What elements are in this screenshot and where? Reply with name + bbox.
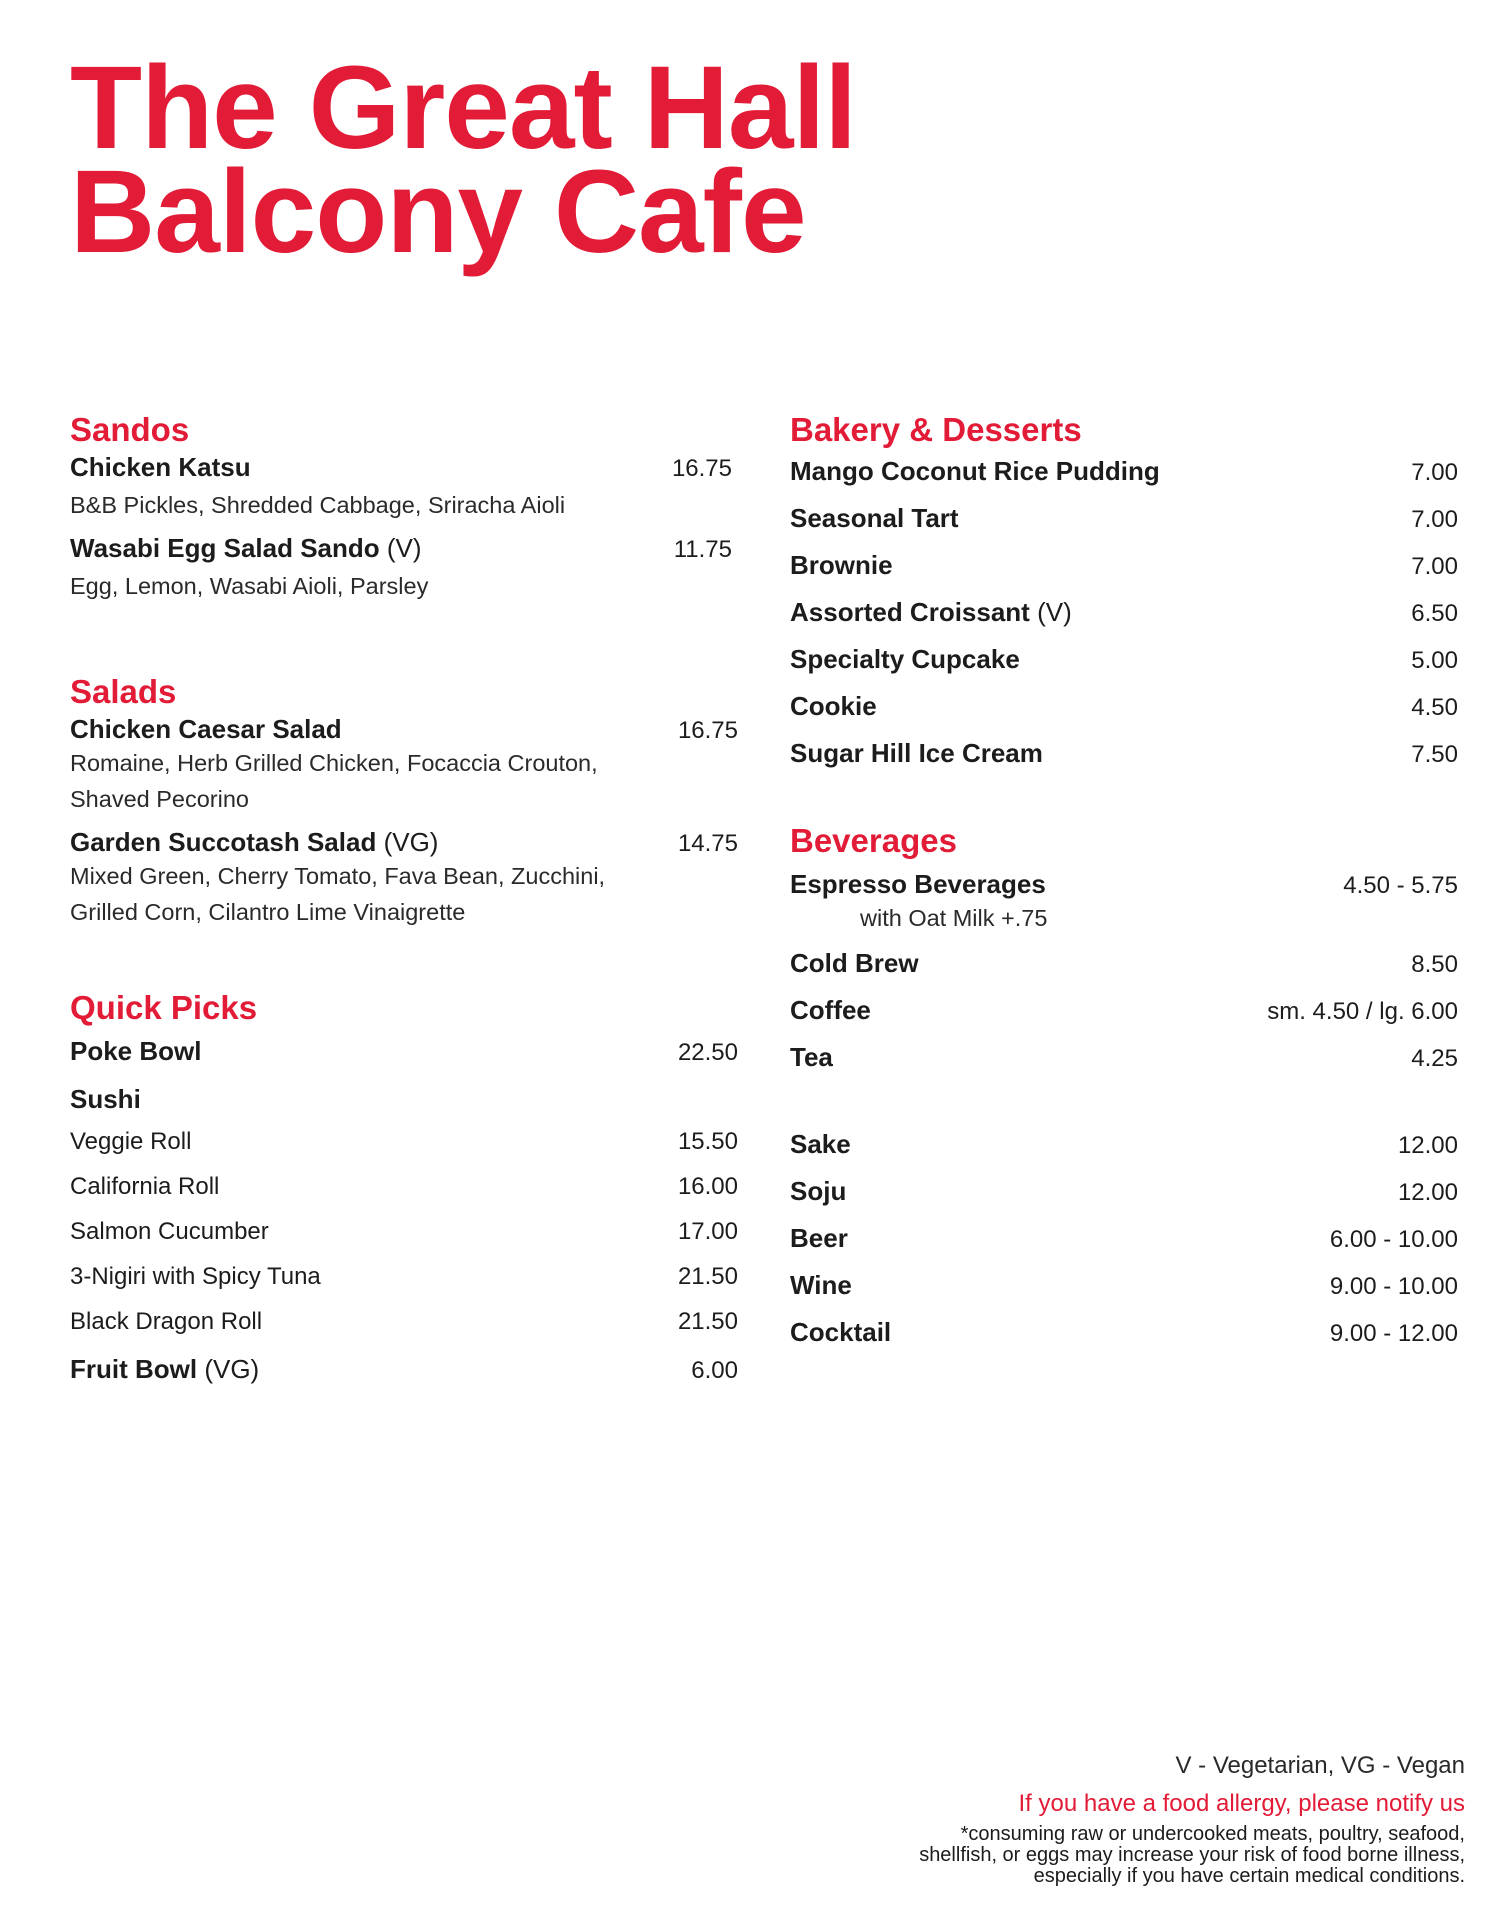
sushi-label-row bbox=[70, 1084, 738, 1128]
menu-item bbox=[70, 1173, 738, 1218]
item-name: Poke Bowl bbox=[70, 1036, 202, 1066]
food-safety-disclaimer-line: especially if you have certain medical conditions. bbox=[1033, 1865, 1465, 1887]
right-column bbox=[790, 410, 1458, 1414]
allergy-notice: If you have a food allergy, please notify us bbox=[1018, 1790, 1465, 1817]
item-price: 4.25 bbox=[1411, 1045, 1458, 1072]
item-description: Egg, Lemon, Wasabi Aioli, Parsley bbox=[70, 573, 429, 599]
menu-item bbox=[790, 1176, 1458, 1223]
diet-legend: V - Vegetarian, VG - Vegan bbox=[1175, 1752, 1465, 1779]
menu-item bbox=[790, 1270, 1458, 1317]
menu-item bbox=[70, 1308, 738, 1354]
menu-item bbox=[790, 597, 1458, 644]
item-price: 15.50 bbox=[677, 1128, 738, 1155]
item-price: 17.00 bbox=[677, 1218, 738, 1245]
item-name: Garden Succotash Salad bbox=[70, 827, 377, 857]
menu-item bbox=[70, 533, 738, 564]
food-safety-disclaimer-line: shellfish, or eggs may increase your risk of food borne illness, bbox=[919, 1844, 1465, 1866]
spacer bbox=[790, 1089, 1458, 1129]
item-name: Brownie bbox=[790, 550, 893, 580]
item-price: 11.75 bbox=[673, 536, 732, 563]
quick-picks-heading: Quick Picks bbox=[70, 989, 258, 1026]
item-name: Mango Coconut Rice Pudding bbox=[790, 456, 1160, 486]
menu-item bbox=[70, 1036, 738, 1084]
item-price: 7.00 bbox=[1411, 506, 1458, 533]
menu-item bbox=[70, 714, 738, 745]
menu-item bbox=[70, 1263, 738, 1308]
food-safety-disclaimer-line: *consuming raw or undercooked meats, poultry, seafood, bbox=[960, 1823, 1465, 1845]
item-price: 6.00 bbox=[691, 1357, 738, 1384]
item-name: Tea bbox=[790, 1042, 833, 1072]
menu-item bbox=[790, 1317, 1458, 1364]
page-title bbox=[70, 42, 857, 278]
item-price: 16.75 bbox=[677, 717, 738, 744]
menu-item bbox=[790, 995, 1458, 1042]
item-name: 3-Nigiri with Spicy Tuna bbox=[70, 1263, 321, 1290]
item-price: 12.00 bbox=[1397, 1132, 1458, 1159]
item-name: Cocktail bbox=[790, 1317, 892, 1347]
item-price: 6.50 bbox=[1411, 600, 1458, 627]
item-price: 7.50 bbox=[1411, 741, 1458, 768]
item-name-wrap bbox=[70, 533, 422, 564]
menu-item bbox=[790, 691, 1458, 738]
menu-item bbox=[790, 1042, 1458, 1089]
sandos-section bbox=[70, 410, 738, 604]
item-price: 7.00 bbox=[1411, 459, 1458, 486]
menu-item bbox=[790, 1223, 1458, 1270]
menu-item bbox=[70, 1218, 738, 1263]
item-name: Specialty Cupcake bbox=[790, 644, 1020, 674]
quick-picks-section bbox=[70, 988, 738, 1385]
item-description: B&B Pickles, Shredded Cabbage, Sriracha Aioli bbox=[70, 492, 566, 518]
item-name: Seasonal Tart bbox=[790, 503, 959, 533]
salads-heading: Salads bbox=[70, 673, 177, 710]
item-description: Mixed Green, Cherry Tomato, Fava Bean, Zucchini, bbox=[70, 863, 606, 889]
item-description: Grilled Corn, Cilantro Lime Vinaigrette bbox=[70, 899, 466, 925]
menu-item bbox=[790, 644, 1458, 691]
item-price: 9.00 - 12.00 bbox=[1329, 1320, 1458, 1347]
menu-item bbox=[790, 869, 1458, 900]
diet-tag: (V) bbox=[1037, 597, 1072, 627]
beverages-heading: Beverages bbox=[790, 822, 957, 859]
item-name: Beer bbox=[790, 1223, 848, 1253]
item-name-wrap bbox=[70, 1354, 259, 1385]
diet-tag: (VG) bbox=[383, 827, 439, 857]
diet-tag: (V) bbox=[386, 533, 422, 563]
item-name: Sugar Hill Ice Cream bbox=[790, 738, 1043, 768]
sushi-label: Sushi bbox=[70, 1084, 141, 1114]
item-price: 4.50 - 5.75 bbox=[1343, 872, 1458, 899]
item-price: 8.50 bbox=[1411, 951, 1458, 978]
item-note: with Oat Milk +.75 bbox=[860, 905, 1048, 931]
item-name: Wasabi Egg Salad Sando bbox=[70, 533, 380, 563]
item-name: Veggie Roll bbox=[70, 1128, 192, 1155]
menu-item bbox=[790, 456, 1458, 503]
menu-item bbox=[790, 1129, 1458, 1176]
item-price: 12.00 bbox=[1397, 1179, 1458, 1206]
menu-item bbox=[790, 948, 1458, 995]
item-price: 16.75 bbox=[671, 455, 732, 482]
menu-item bbox=[70, 827, 738, 858]
item-price: 5.00 bbox=[1411, 647, 1458, 674]
item-name: Espresso Beverages bbox=[790, 869, 1046, 899]
diet-tag: (VG) bbox=[204, 1354, 260, 1384]
item-price: 4.50 bbox=[1411, 694, 1458, 721]
item-price: 6.00 - 10.00 bbox=[1329, 1226, 1458, 1253]
menu-item bbox=[70, 1128, 738, 1173]
title-line-1: The Great Hall bbox=[70, 42, 857, 174]
menu-item bbox=[790, 738, 1458, 785]
item-price: 7.00 bbox=[1411, 553, 1458, 580]
item-name: Sake bbox=[790, 1129, 851, 1159]
item-name: Chicken Katsu bbox=[70, 452, 251, 482]
item-price: 16.00 bbox=[677, 1173, 738, 1200]
menu-item bbox=[70, 1354, 738, 1385]
item-name-wrap bbox=[790, 597, 1072, 628]
menu-item bbox=[790, 550, 1458, 597]
item-name: Black Dragon Roll bbox=[70, 1308, 263, 1335]
item-description: Romaine, Herb Grilled Chicken, Focaccia Crouton, bbox=[70, 750, 598, 776]
item-price: 22.50 bbox=[677, 1039, 738, 1066]
item-name: Wine bbox=[790, 1270, 852, 1300]
footer bbox=[565, 1748, 1465, 1887]
item-name: Soju bbox=[790, 1176, 847, 1206]
left-column bbox=[70, 410, 738, 1435]
item-price: sm. 4.50 / lg. 6.00 bbox=[1267, 998, 1458, 1025]
item-price: 9.00 - 10.00 bbox=[1329, 1273, 1458, 1300]
item-price: 14.75 bbox=[677, 830, 738, 857]
item-name: Coffee bbox=[790, 995, 871, 1025]
bakery-section bbox=[790, 410, 1458, 785]
item-name: Fruit Bowl bbox=[70, 1354, 198, 1384]
beverages-section bbox=[790, 821, 1458, 1364]
salads-section bbox=[70, 672, 738, 930]
item-price: 21.50 bbox=[677, 1263, 738, 1290]
item-name: Chicken Caesar Salad bbox=[70, 714, 342, 744]
item-description: Shaved Pecorino bbox=[70, 786, 249, 812]
menu-item bbox=[70, 452, 738, 483]
item-name: Salmon Cucumber bbox=[70, 1218, 269, 1245]
item-price: 21.50 bbox=[677, 1308, 738, 1335]
item-name: California Roll bbox=[70, 1173, 220, 1200]
bakery-heading: Bakery & Desserts bbox=[790, 411, 1082, 448]
item-name: Cold Brew bbox=[790, 948, 919, 978]
menu-item bbox=[790, 503, 1458, 550]
title-line-2: Balcony Cafe bbox=[70, 146, 806, 278]
item-name-wrap bbox=[70, 827, 438, 858]
sandos-heading: Sandos bbox=[70, 411, 190, 448]
item-name: Cookie bbox=[790, 691, 877, 721]
item-name: Assorted Croissant bbox=[790, 597, 1030, 627]
